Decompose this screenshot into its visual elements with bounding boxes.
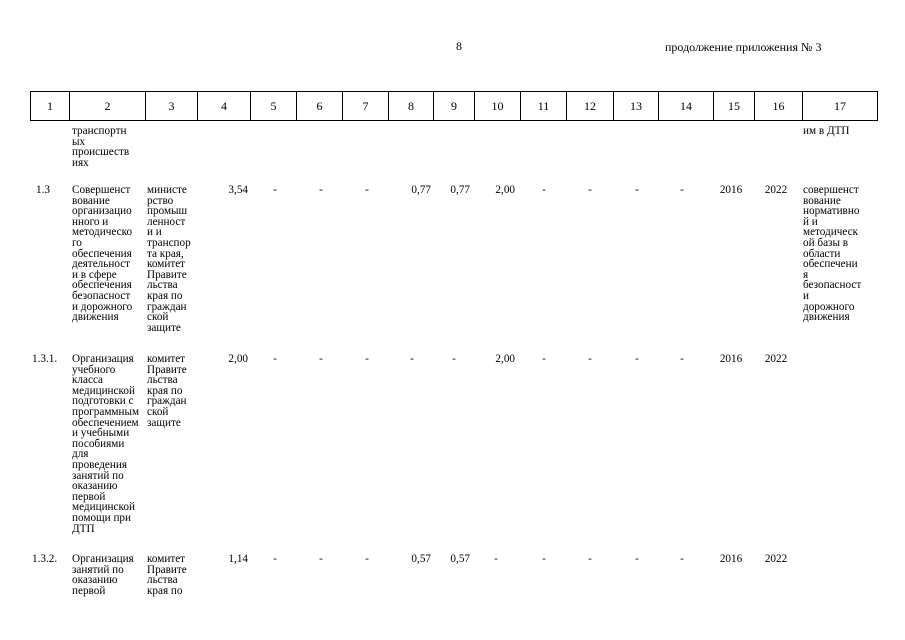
value-col16: 2022 <box>764 553 788 565</box>
value-col16: 2022 <box>764 353 788 365</box>
column-header-table <box>30 91 878 121</box>
row-result: совершенст вование нормативно й и методическ ой базы в области обеспечени я безопасност и дорожного движения <box>803 184 862 324</box>
value-col6: - <box>319 353 323 365</box>
carryover-name: транспортн ых происшеств иях <box>72 125 130 169</box>
row-executor: министе рство промыш ленност и и транспор та края, комитет Правите льства края по граждан ской защите <box>147 184 191 334</box>
value-col9: 0,77 <box>450 184 470 196</box>
value-col6: - <box>319 553 323 565</box>
value-col10: - <box>494 553 498 565</box>
value-col7: - <box>365 184 369 196</box>
value-col6: - <box>319 184 323 196</box>
col-header-3: 3 <box>146 92 198 121</box>
col-header-1: 1 <box>31 92 70 121</box>
page-number: 8 <box>456 39 462 53</box>
value-col9: 0,57 <box>450 553 470 565</box>
row-name: Организация учебного класса медицинской подготовки с программным обеспечением и учебными пособиями для проведения занятий по оказанию первой медицинской помощи при ДТП <box>72 353 140 535</box>
value-col13: - <box>635 353 639 365</box>
row-number: 1.3.1. <box>32 353 58 365</box>
value-col16: 2022 <box>764 184 788 196</box>
col-header-2: 2 <box>70 92 146 121</box>
row-number: 1.3.2. <box>32 553 58 565</box>
col-header-5: 5 <box>251 92 297 121</box>
carryover-result: им в ДТП <box>803 125 850 137</box>
value-col8: 0,77 <box>411 184 431 196</box>
value-col13: - <box>635 553 639 565</box>
col-header-12: 12 <box>567 92 614 121</box>
value-col10: 2,00 <box>495 184 515 196</box>
col-header-7: 7 <box>343 92 389 121</box>
row-executor: комитет Правите льства края по <box>147 553 187 597</box>
col-header-4: 4 <box>198 92 251 121</box>
column-number-row <box>31 92 878 121</box>
value-col15: 2016 <box>719 553 743 565</box>
value-col8: - <box>410 353 414 365</box>
value-col5: - <box>273 184 277 196</box>
value-col10: 2,00 <box>495 353 515 365</box>
value-col14: - <box>680 184 684 196</box>
row-name: Организация занятий по оказанию первой <box>72 553 134 597</box>
value-col15: 2016 <box>719 184 743 196</box>
value-col12: - <box>588 553 592 565</box>
value-col14: - <box>680 353 684 365</box>
value-col4: 2,00 <box>228 353 248 365</box>
value-col9: - <box>452 353 456 365</box>
value-col8: 0,57 <box>411 553 431 565</box>
col-header-17: 17 <box>803 92 878 121</box>
value-col11: - <box>542 184 546 196</box>
col-header-13: 13 <box>614 92 659 121</box>
col-header-14: 14 <box>659 92 714 121</box>
value-col4: 1,14 <box>228 553 248 565</box>
col-header-11: 11 <box>521 92 567 121</box>
col-header-6: 6 <box>297 92 343 121</box>
value-col7: - <box>365 353 369 365</box>
value-col15: 2016 <box>719 353 743 365</box>
value-col5: - <box>273 353 277 365</box>
value-col13: - <box>635 184 639 196</box>
col-header-9: 9 <box>434 92 475 121</box>
value-col7: - <box>365 553 369 565</box>
col-header-15: 15 <box>714 92 755 121</box>
col-header-10: 10 <box>475 92 521 121</box>
value-col11: - <box>542 353 546 365</box>
row-number: 1.3 <box>36 184 50 196</box>
col-header-16: 16 <box>755 92 803 121</box>
row-executor: комитет Правите льства края по граждан ской защите <box>147 353 187 429</box>
value-col4: 3,54 <box>228 184 248 196</box>
value-col12: - <box>588 353 592 365</box>
value-col12: - <box>588 184 592 196</box>
value-col5: - <box>273 553 277 565</box>
continuation-note: продолжение приложения № 3 <box>665 40 822 54</box>
col-header-8: 8 <box>389 92 434 121</box>
row-name: Совершенст вование организацио нного и методическо го обеспечения деятельност и в сфере обеспечения безопасност и дорожного движения <box>72 184 133 324</box>
value-col14: - <box>680 553 684 565</box>
value-col11: - <box>542 553 546 565</box>
